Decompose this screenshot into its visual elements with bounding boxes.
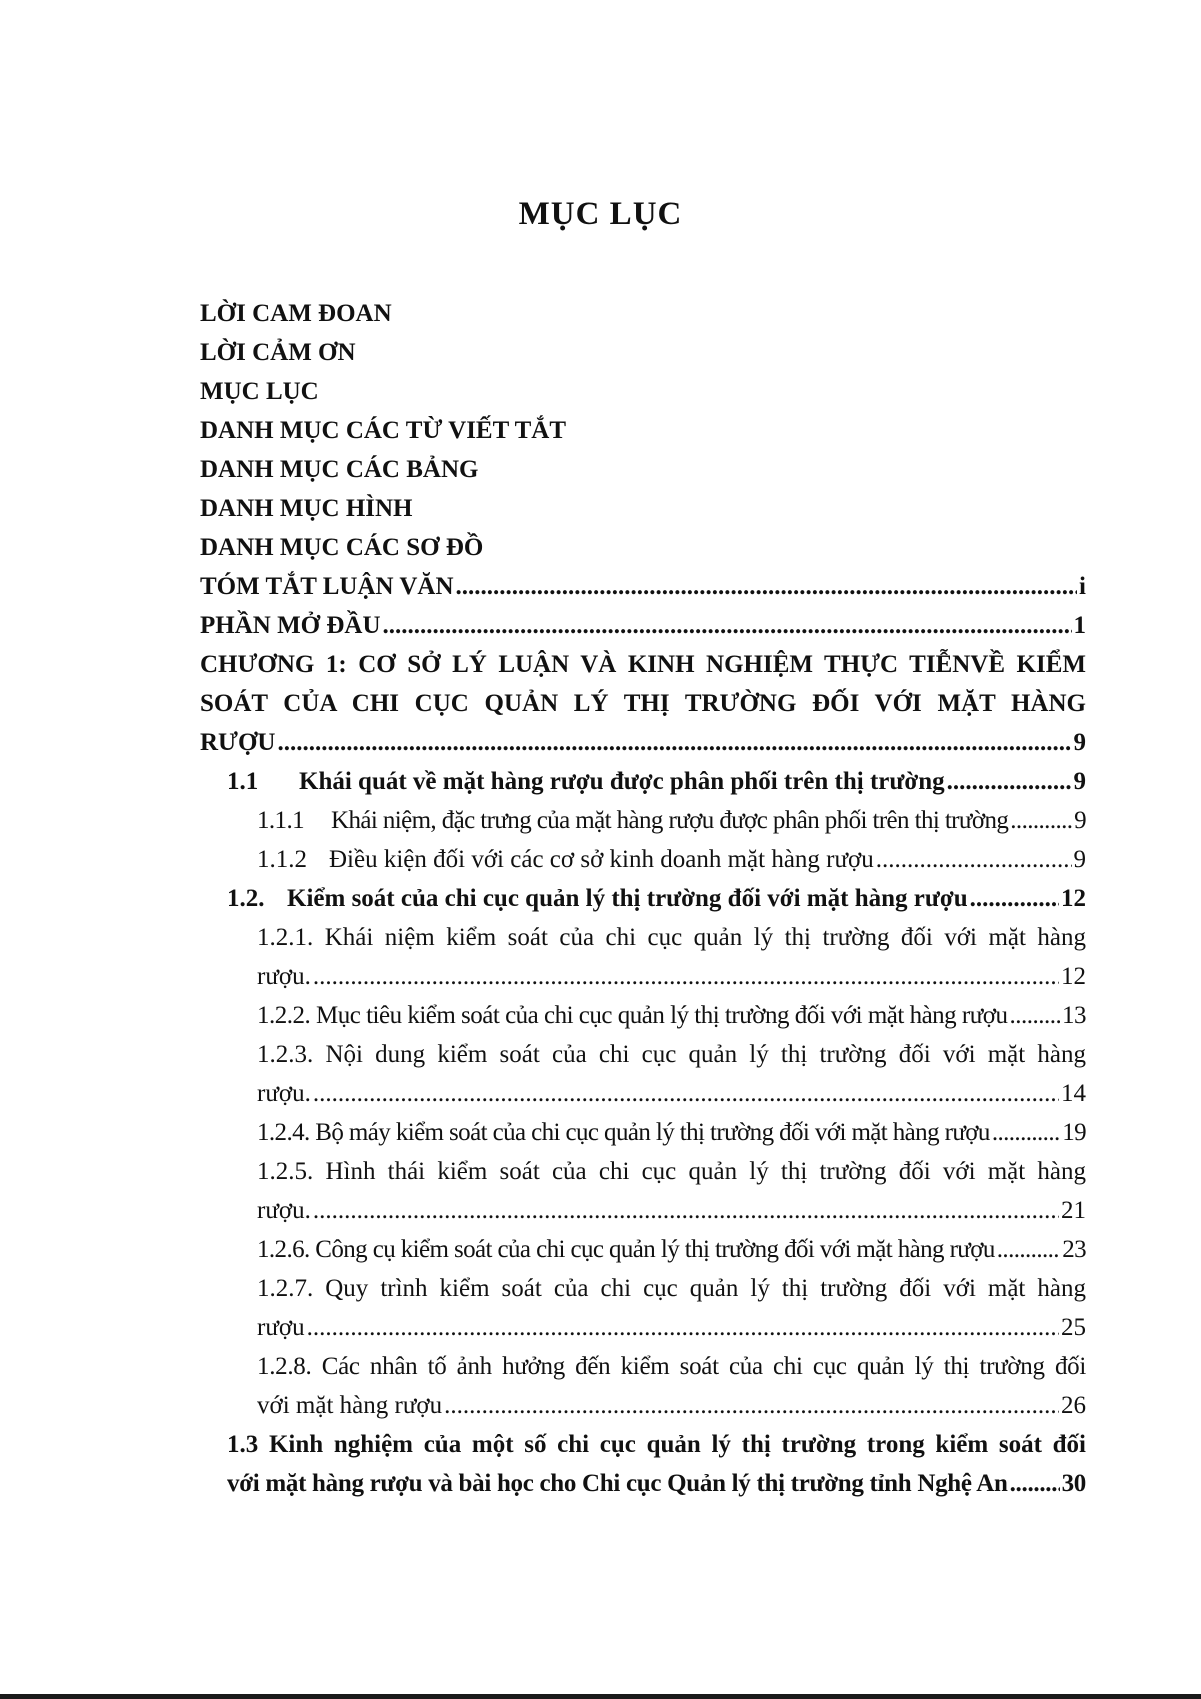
dot-leader <box>307 1308 1059 1347</box>
toc-item-section-1-3[interactable] <box>227 1425 1086 1503</box>
page-number: 25 <box>1061 1314 1086 1341</box>
page-number: 13 <box>1062 1002 1086 1029</box>
page-number: 12 <box>1061 885 1086 912</box>
dot-leader <box>876 840 1072 879</box>
page-number: 1 <box>1073 612 1086 639</box>
toc-text: với mặt hàng rượu <box>257 1392 443 1419</box>
dot-leader <box>1010 801 1072 840</box>
toc-text-line <box>257 957 1086 996</box>
dot-leader <box>444 1386 1059 1425</box>
toc-text: TÓM TẮT LUẬN VĂN <box>200 573 454 600</box>
toc-text: Kiểm soát của chi cục quản lý thị trường đối với mặt hàng rượu <box>287 885 968 912</box>
dot-leader <box>947 762 1072 801</box>
toc-item-diagrams[interactable]: DANH MỤC CÁC SƠ ĐỒ <box>200 534 484 561</box>
dot-leader <box>456 567 1078 606</box>
toc-item-section-1-1-2[interactable] <box>257 840 1086 879</box>
toc-text-line <box>257 1308 1086 1347</box>
toc-text: 1.2.6. Công cụ kiểm soát của chi cục quản lý thị trường đối với mặt hàng rượu <box>257 1236 995 1263</box>
toc-text: RƯỢU <box>200 729 276 756</box>
toc-text: với mặt hàng rượu và bài học cho Chi cục Quản lý thị trường tỉnh Nghệ An <box>227 1470 1008 1497</box>
dot-leader <box>992 1113 1060 1152</box>
page-number: 19 <box>1062 1119 1086 1146</box>
toc-text-line <box>257 1191 1086 1230</box>
page-number: 9 <box>1074 807 1086 834</box>
toc-text: Khái quát về mặt hàng rượu được phân phối trên thị trường <box>299 768 945 795</box>
toc-item-section-1-2-2[interactable] <box>257 996 1086 1035</box>
toc-item-section-1-2-6[interactable] <box>257 1230 1086 1269</box>
toc-text: rượu. <box>257 1080 311 1107</box>
toc-item-chapter-1[interactable] <box>200 645 1086 762</box>
dot-leader <box>1010 996 1060 1035</box>
toc-text-line <box>257 1386 1086 1425</box>
section-number: 1.2. <box>227 885 265 912</box>
toc-text-line <box>257 1074 1086 1113</box>
dot-leader <box>1010 1464 1060 1503</box>
toc-item-loi-cam-doan[interactable]: LỜI CAM ĐOAN <box>200 300 392 327</box>
toc-item-section-1-2-8[interactable] <box>257 1347 1086 1425</box>
toc-text-line <box>200 723 1086 762</box>
toc-text: Khái niệm, đặc trưng của mặt hàng rượu được phân phối trên thị trường <box>331 807 1009 834</box>
table-of-contents <box>200 294 1086 1503</box>
dot-leader <box>997 1230 1060 1269</box>
page-number: 30 <box>1061 1470 1086 1497</box>
toc-text-line: 1.2.8. Các nhân tố ảnh hưởng đến kiểm soát của chi cục quản lý thị trường đối <box>257 1353 1086 1380</box>
toc-text: PHẦN MỞ ĐẦU <box>200 612 381 639</box>
toc-item-section-1-2-5[interactable] <box>257 1152 1086 1230</box>
toc-item-section-1-2-1[interactable] <box>257 918 1086 996</box>
toc-text-line <box>227 1464 1086 1503</box>
toc-text-line: 1.3 Kinh nghiệm của một số chi cục quản lý thị trường trong kiểm soát đối <box>227 1431 1086 1458</box>
toc-text: rượu. <box>257 963 311 990</box>
page-title: MỤC LỤC <box>518 196 683 232</box>
page-number: 21 <box>1061 1197 1086 1224</box>
bottom-edge-strip <box>0 1694 1201 1699</box>
page-number: 9 <box>1073 729 1086 756</box>
toc-item-section-1-2[interactable] <box>227 879 1086 918</box>
section-number: 1.1.1 <box>257 807 305 834</box>
section-number: 1.1.2 <box>257 846 307 873</box>
page-number: 26 <box>1061 1392 1086 1419</box>
dot-leader <box>970 879 1059 918</box>
toc-item-summary[interactable] <box>200 567 1086 606</box>
toc-item-intro[interactable] <box>200 606 1086 645</box>
toc-item-figures[interactable]: DANH MỤC HÌNH <box>200 495 413 522</box>
toc-item-abbreviations[interactable]: DANH MỤC CÁC TỪ VIẾT TẮT <box>200 417 567 444</box>
section-number: 1.1 <box>227 768 259 795</box>
page-number: 9 <box>1073 846 1086 873</box>
toc-text: 1.2.2. Mục tiêu kiểm soát của chi cục quản lý thị trường đối với mặt hàng rượu <box>257 1002 1008 1029</box>
toc-item-tables[interactable]: DANH MỤC CÁC BẢNG <box>200 456 479 483</box>
toc-text-line: CHƯƠNG 1: CƠ SỞ LÝ LUẬN VÀ KINH NGHIỆM THỰC TIỄNVỀ KIỂM <box>200 651 1086 678</box>
toc-text-line: 1.2.5. Hình thái kiểm soát của chi cục quản lý thị trường đối với mặt hàng <box>257 1158 1086 1185</box>
dot-leader <box>313 1191 1059 1230</box>
page-number: 23 <box>1062 1236 1086 1263</box>
dot-leader <box>313 1074 1059 1113</box>
toc-text: 1.2.4. Bộ máy kiểm soát của chi cục quản lý thị trường đối với mặt hàng rượu <box>257 1119 990 1146</box>
dot-leader <box>383 606 1072 645</box>
toc-item-section-1-2-4[interactable] <box>257 1113 1086 1152</box>
toc-item-muc-luc[interactable]: MỤC LỤC <box>200 378 319 405</box>
toc-text-line: 1.2.1. Khái niệm kiểm soát của chi cục quản lý thị trường đối với mặt hàng <box>257 924 1086 951</box>
page-number: 9 <box>1073 768 1086 795</box>
dot-leader <box>277 723 1071 762</box>
toc-text-line: 1.2.3. Nội dung kiểm soát của chi cục quản lý thị trường đối với mặt hàng <box>257 1041 1086 1068</box>
toc-item-section-1-2-3[interactable] <box>257 1035 1086 1113</box>
toc-item-section-1-1[interactable] <box>227 762 1086 801</box>
toc-item-section-1-2-7[interactable] <box>257 1269 1086 1347</box>
toc-text: rượu <box>257 1314 305 1341</box>
toc-text: rượu. <box>257 1197 311 1224</box>
dot-leader <box>313 957 1059 996</box>
toc-text-line: SOÁT CỦA CHI CỤC QUẢN LÝ THỊ TRƯỜNG ĐỐI VỚI MẶT HÀNG <box>200 690 1086 717</box>
page-number: i <box>1079 573 1086 600</box>
page-number: 12 <box>1061 963 1086 990</box>
toc-text-line: 1.2.7. Quy trình kiểm soát của chi cục quản lý thị trường đối với mặt hàng <box>257 1275 1086 1302</box>
page-number: 14 <box>1061 1080 1086 1107</box>
toc-item-section-1-1-1[interactable] <box>257 801 1086 840</box>
toc-item-loi-cam-on[interactable]: LỜI CẢM ƠN <box>200 339 356 366</box>
toc-text: Điều kiện đối với các cơ sở kinh doanh mặt hàng rượu <box>329 846 874 873</box>
